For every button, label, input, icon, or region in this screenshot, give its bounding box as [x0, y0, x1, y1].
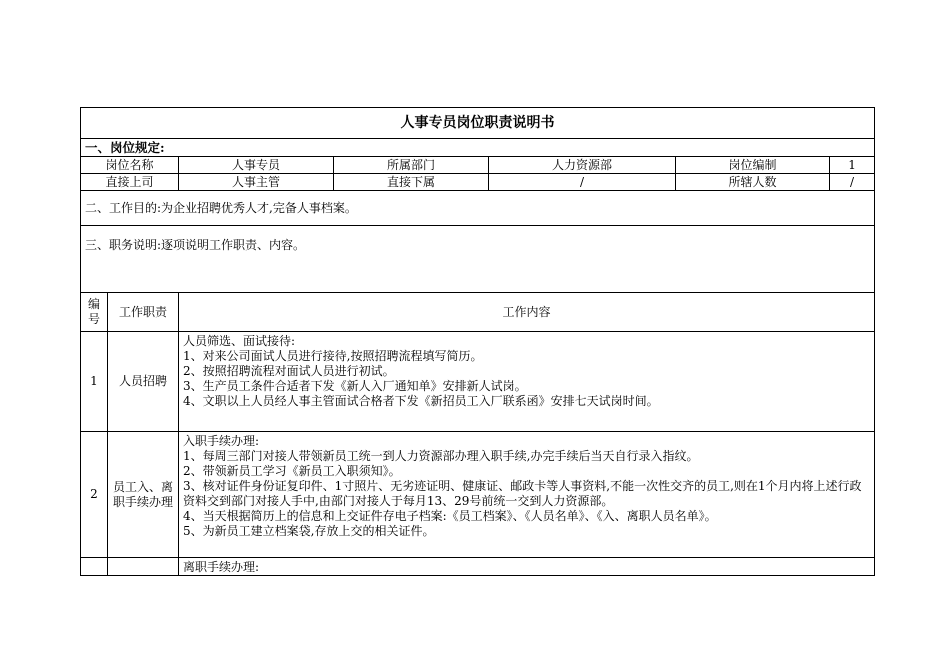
content-line: 1、对来公司面试人员进行接待,按照招聘流程填写简历。: [183, 349, 483, 363]
content-line: 2、按照招聘流程对面试人员进行初试。: [183, 364, 395, 378]
info-row-2: [81, 174, 875, 191]
header-duty: 工作职责: [108, 293, 179, 332]
document-title: 人事专员岗位职责说明书: [81, 108, 875, 139]
content-line: 人员筛选、面试接待:: [183, 334, 296, 348]
value-position-name: 人事专员: [179, 157, 334, 174]
label-staff-count: 所辖人数: [676, 174, 830, 191]
content-line: 1、每周三部门对接人带领新员工统一到人力资源部办理入职手续,办完手续后当天自行录入指纹。: [183, 449, 699, 463]
job-description-table: [80, 107, 875, 576]
value-staff-count: /: [830, 174, 875, 191]
label-headcount: 岗位编制: [676, 157, 830, 174]
content-line: 5、为新员工建立档案袋,存放上交的相关证件。: [183, 524, 435, 538]
row-duty: [108, 558, 179, 576]
duty-description: 三、职务说明:逐项说明工作职责、内容。: [81, 226, 875, 293]
section-job-provisions: 一、岗位规定:: [81, 139, 875, 157]
label-position-name: 岗位名称: [81, 157, 179, 174]
duty-row: [81, 432, 875, 558]
content-line: 2、带领新员工学习《新员工入职须知》。: [183, 464, 401, 478]
value-direct-supervisor: 人事主管: [179, 174, 334, 191]
header-number: 编号: [81, 293, 108, 332]
content-line: 离职手续办理:: [183, 560, 260, 574]
row-duty: 员工入、离职手续办理: [108, 432, 179, 558]
value-direct-subordinate: /: [489, 174, 676, 191]
row-number: [81, 558, 108, 576]
row-content: [179, 558, 875, 576]
row-number: 1: [81, 332, 108, 432]
content-line: 4、当天根据简历上的信息和上交证件存电子档案:《员工档案》、《人员名单》、《入、离职人员名单》。: [183, 509, 717, 523]
row-content: [179, 332, 875, 432]
duty-row: [81, 558, 875, 576]
row-number: 2: [81, 432, 108, 558]
content-line: 3、核对证件身份证复印件、1寸照片、无劣迹证明、健康证、邮政卡等人事资料,不能一次性交齐的员工,则在1个月内将上述行政资料交到部门对接人手中,由部门对接人于每月13、29号前统一交到人力资源部。: [183, 479, 862, 508]
header-content: 工作内容: [179, 293, 875, 332]
label-direct-subordinate: 直接下属: [334, 174, 489, 191]
row-duty: 人员招聘: [108, 332, 179, 432]
label-department: 所属部门: [334, 157, 489, 174]
duty-row: [81, 332, 875, 432]
work-purpose: 二、工作目的:为企业招聘优秀人才,完备人事档案。: [81, 191, 875, 226]
content-line: 3、生产员工条件合适者下发《新人入厂通知单》安排新人试岗。: [183, 379, 527, 393]
duty-table-header: [81, 293, 875, 332]
content-line: 入职手续办理:: [183, 434, 260, 448]
row-content: [179, 432, 875, 558]
value-headcount: 1: [830, 157, 875, 174]
info-row-1: [81, 157, 875, 174]
value-department: 人力资源部: [489, 157, 676, 174]
label-direct-supervisor: 直接上司: [81, 174, 179, 191]
content-line: 4、文职以上人员经人事主管面试合格者下发《新招员工入厂联系函》安排七天试岗时间。: [183, 394, 659, 408]
job-description-document: [80, 107, 874, 576]
